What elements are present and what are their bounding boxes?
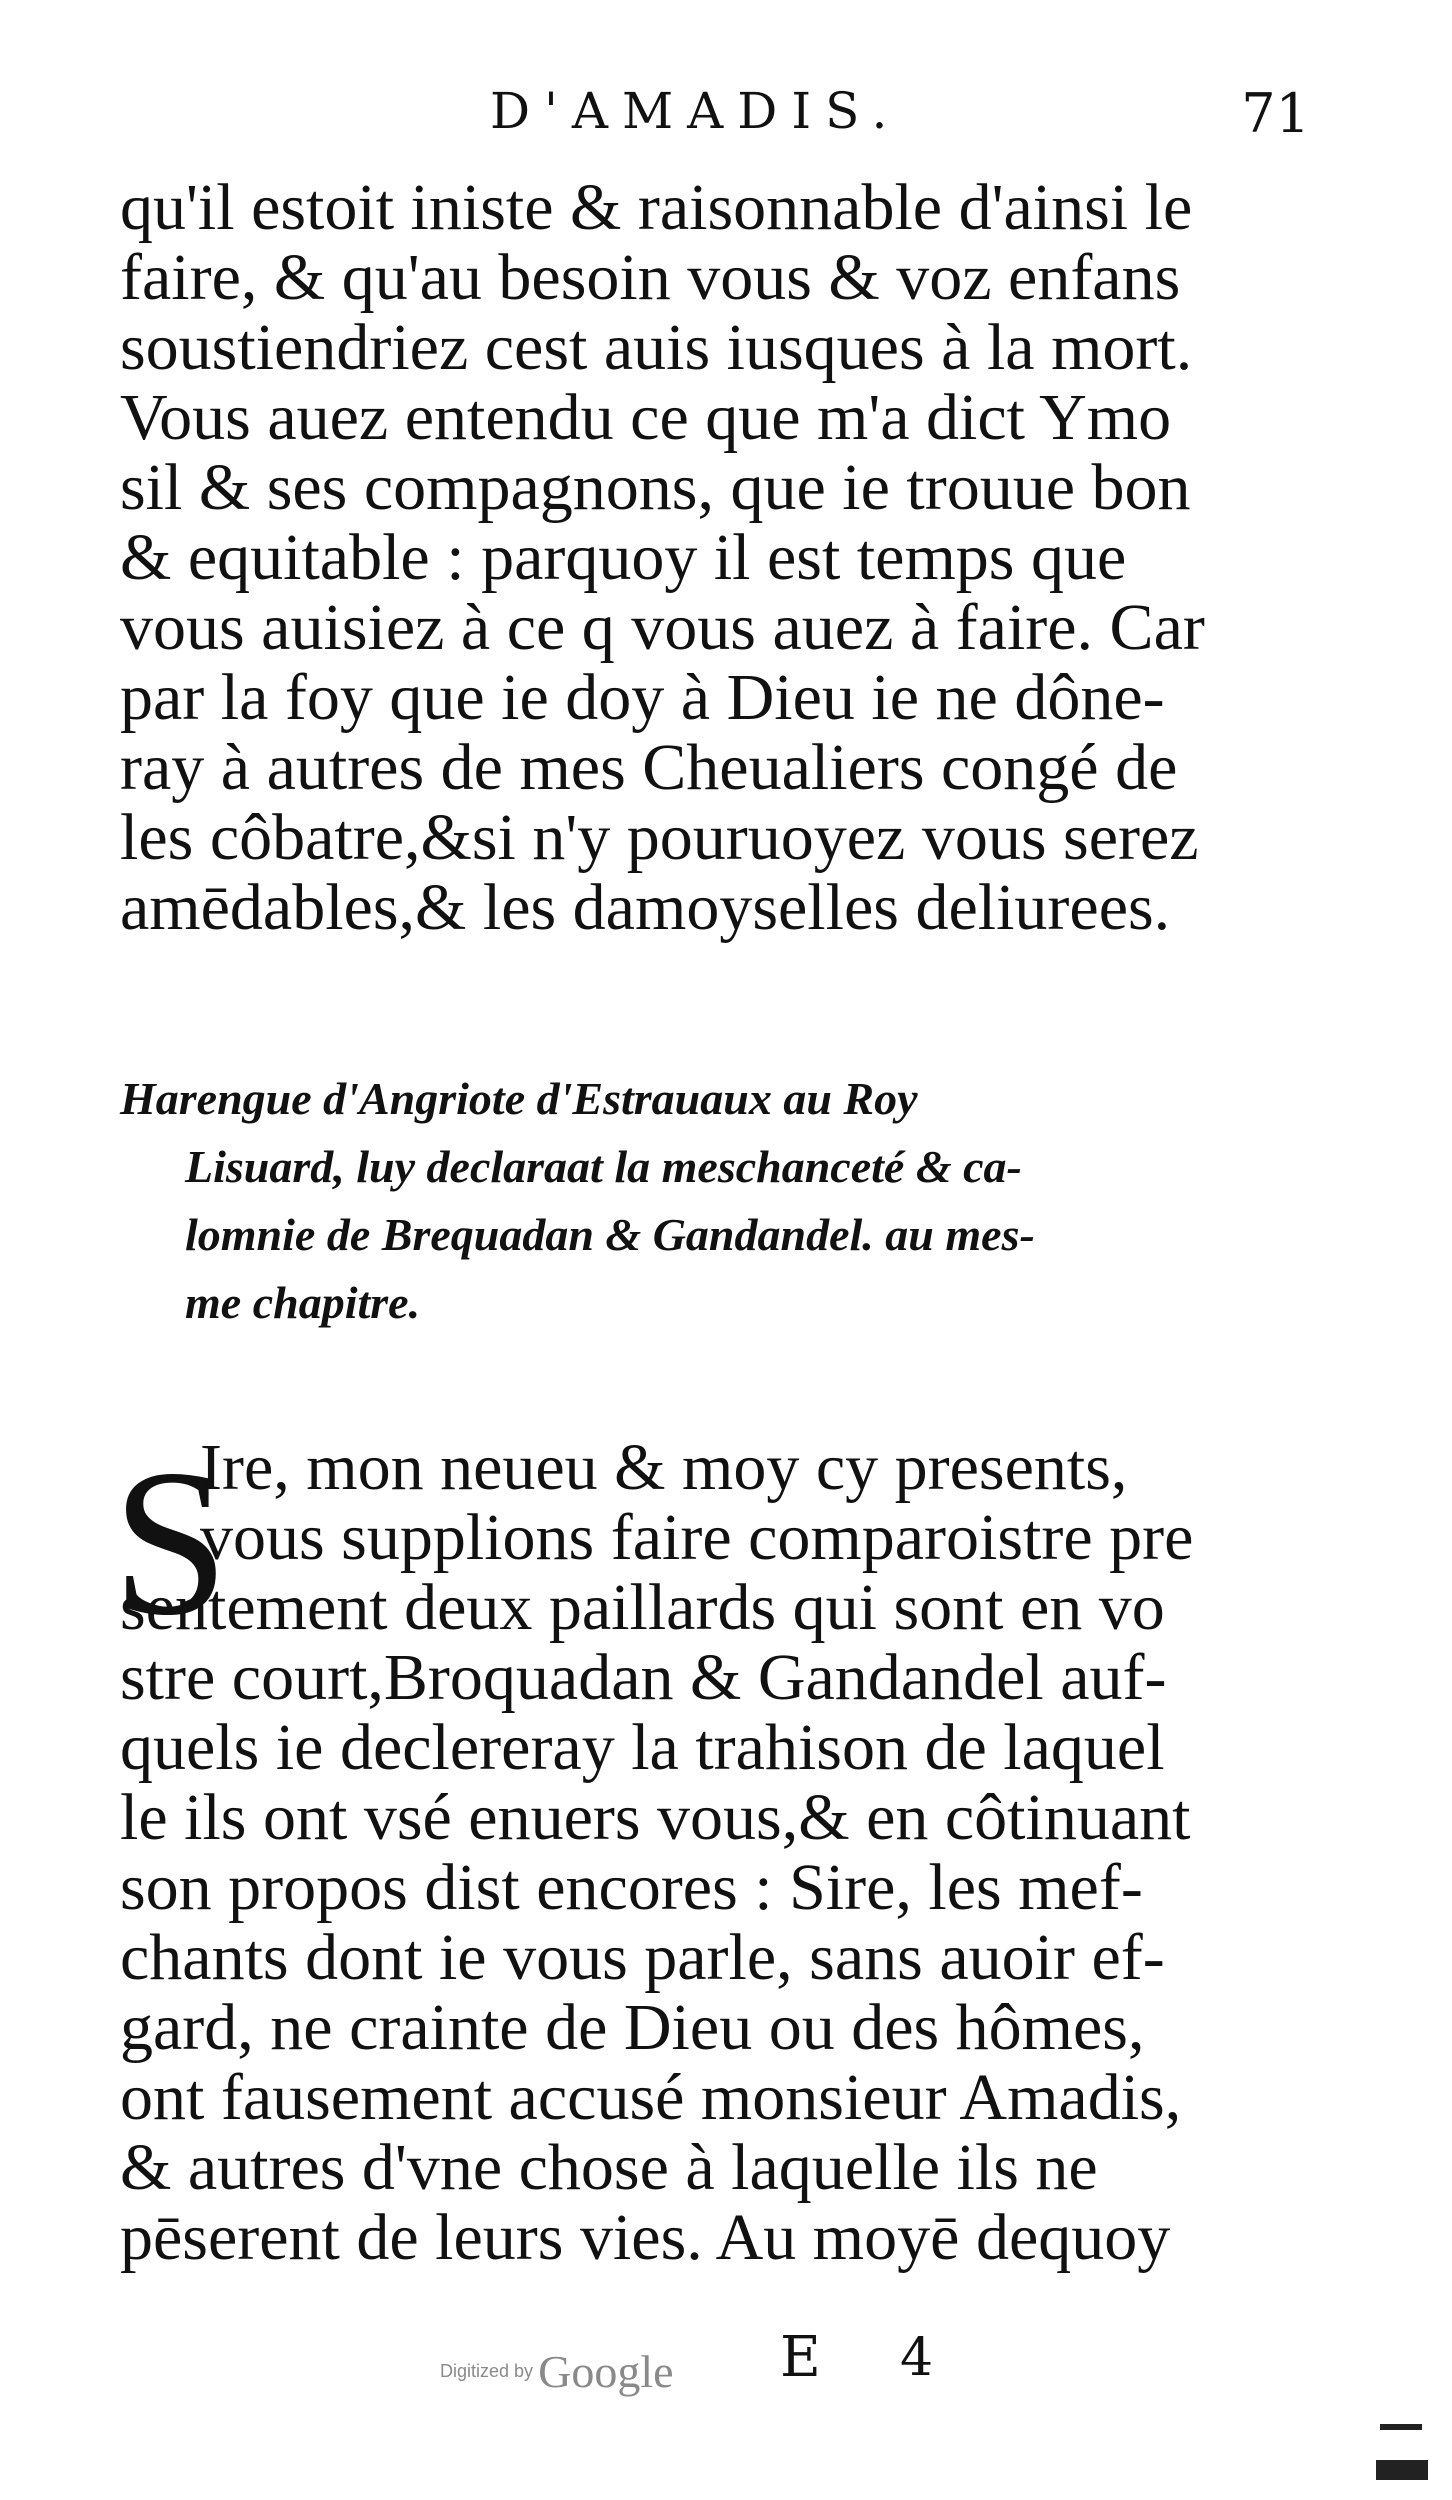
page-header (120, 82, 1320, 162)
text-line: & equitable : parquoy il est temps que (120, 521, 1127, 594)
scan-edge-mark (1380, 2396, 1422, 2430)
heading-line: Harengue d'Angriote d'Estrauaux au Roy (120, 1073, 918, 1124)
text-line: soustiendriez cest auis iusques à la mort. (120, 311, 1193, 384)
text-line: Ire, mon neueu & moy cy presents, (200, 1431, 1128, 1504)
heading-line: me chapitre. (185, 1277, 421, 1328)
text-line: Vous auez entendu ce que m'a dict Ymo (120, 381, 1172, 454)
running-head: D'AMADIS. (490, 82, 902, 140)
watermark-label: Digitized by (440, 2361, 534, 2381)
text-line: ont fausement accusé monsieur Amadis, (120, 2061, 1182, 2134)
heading-line: Lisuard, luy declaraat la meschanceté & ca- (185, 1141, 1022, 1192)
text-line: les côbatre,&si n'y pouruoyez vous serez (120, 801, 1199, 874)
page-number: 71 (1241, 82, 1310, 145)
heading-line: lomnie de Brequadan & Gandandel. au mes- (185, 1209, 1035, 1260)
text-line: stre court,Broquadan & Gandandel auf- (120, 1641, 1167, 1714)
text-line: quels ie declereray la trahison de laquel (120, 1711, 1165, 1784)
text-line: faire, & qu'au besoin vous & voz enfans (120, 241, 1181, 314)
text-line: & autres d'vne chose à laquelle ils ne (120, 2131, 1098, 2204)
text-line: gard, ne crainte de Dieu ou des hômes, (120, 1991, 1145, 2064)
text-line: vous auisiez à ce q vous auez à faire. Car (120, 591, 1205, 664)
signature-number: 4 (900, 2328, 934, 2388)
google-logo: Google (538, 2346, 674, 2397)
digitized-watermark (440, 2345, 674, 2398)
text-line: qu'il estoit iniste & raisonnable d'ainsi le (120, 171, 1193, 244)
signature-mark: E (780, 2325, 821, 2390)
text-line: par la foy que ie doy à Dieu ie ne dône- (120, 661, 1165, 734)
text-line: sentement deux paillards qui sont en vo (120, 1571, 1165, 1644)
text-line: amēdables,& les damoyselles deliurees. (120, 871, 1171, 944)
text-line: le ils ont vsé enuers vous,& en côtinuant (120, 1781, 1191, 1854)
text-line: sil & ses compagnons, que ie trouue bon (120, 451, 1191, 524)
text-line: vous supplions faire comparoistre pre (200, 1501, 1194, 1574)
scan-edge-bar (1376, 2460, 1428, 2480)
drop-cap: S (112, 1427, 229, 1659)
text-line: chants dont ie vous parle, sans auoir ef- (120, 1921, 1165, 1994)
text-line: ray à autres de mes Cheualiers congé de (120, 731, 1178, 804)
text-line: son propos dist encores : Sire, les mef- (120, 1851, 1143, 1924)
text-line: pēserent de leurs vies. Au moyē dequoy (120, 2201, 1171, 2274)
